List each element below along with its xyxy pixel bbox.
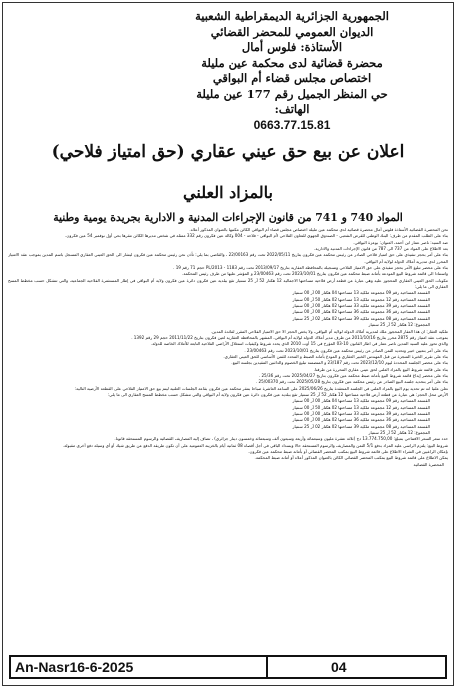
republic-name: الجمهورية الجزائرية الديمقراطية الشعبية — [195, 9, 389, 23]
parcel-total: المجموع: 12 هكتار 52 آر 25 سنتيار — [368, 430, 430, 435]
notice-subtitle: بالمزاد العلني — [183, 183, 273, 202]
body-paragraph: بموجب عقد امتياز رقم 2875 محرر بتاريخ 2011/10/16 من طرف مدير أملاك الدولة لولاية أم البواقي، المشهر بالمحافظة العقارية لعين فكرون بتاريخ 2011/11/22 حجم 29 رقم 1392 . — [131, 334, 448, 340]
parcel-line: القسمة المساحية رقم 08 مجموعة ملكية 39 مساحتها 02 هكتار 02 آر 25 سنتيار — [292, 315, 430, 321]
parcel-line: القسمة المساحية رقم 12 مجموعة ملكية 13 مساحتها 02 هكتار 50 آر 00 سنتيار — [292, 296, 430, 302]
body-paragraph: بناء على أمر بحجز تنفيذي على حق امتياز فلاحي الصادر عن رئيس محكمة عين فكرون بتاريخ 2022/05/11 تحت رقم 22/00163 ، والقاضي بما يلي: تأذن نحن رئيس محكمة عين فكرون ليشار الى الحق العيني العقاري المسجل باسم المدين بموجب عقد الامتياز المحرر لدى مديرية أملاك الدولة لولاية أم البواقي. — [8, 252, 448, 264]
body-paragraph: واستنادا الى قائمة شروط البيع المودعة بأمانة ضبط محكمة عين فكرون بتاريخ 2023/10/01 تحت رقم 23/00463 و المؤشر عليها من طرف رئيس المحكمة. — [182, 271, 448, 277]
body-paragraph: بناء على محضر تبليغ الأمر بحجز تنفيذي على حق الامتياز الفلاحي وتسجيله بالمحافظة العقارية بتاريخ 2013/09/17 تحت رقم 1183 - PL/2013 حجم 71 رقم 19 . — [173, 265, 448, 271]
phone-label: الهاتف: — [274, 102, 310, 116]
parcel-total: المجموع: 12 هكتار 52 آر 25 سنتيار — [368, 322, 430, 328]
page-number: 04 — [331, 659, 347, 675]
body-paragraph: ملكية العقار: ان هذا العقار المحجوز ملك لمديرية أملاك الدولة لولاية أم البواقي، ولا يخص الحجز الا حق الامتياز الفلاحي المقرر لفائدة المدين. — [210, 328, 448, 334]
parcel-line: القسمة المساحية رقم 36 مجموعة ملكية 36 مساحتها 02 هكتار 00 آر 00 سنتيار — [292, 417, 430, 423]
body-paragraph: الأرض محل الحجز: هي عبارة عن قطعة أرض فلاحية مساحتها 12 هكتار 52 آر 25 سنتيار تقع ببلدية عين فكرون دائرة عين فكرون ولاية أم البواقي والتي تتشكل حسب مخطط المسح العقاري الى ما يلي: — [107, 391, 448, 397]
body-paragraph: بناء على تقرير الخبرة المنجزة من قبل المهندس الخبير العقاري و المودع بأمانة الضبط و المحدد للثمن الأساسي للحق العيني العقاري. — [223, 353, 448, 359]
notice-body — [8, 227, 448, 657]
notice-header — [147, 9, 437, 133]
body-paragraph: يمكن الاطلاع على قائمة شروط البيع بمكتب المحضر القضائي الكائن بالعنوان المذكور أعلاه أو أمانة ضبط المحكمة. — [254, 455, 448, 461]
body-paragraph: بناء على الطلب المقدم من طرف: البنك الوطني للقرض الشعبي - الصندوق الجهوي للتعاون الفلاحي لأم البواقي - فلاحة - 004 وكالة عين فكرون رقم 332 ممثلة في شخص مديرها الكائن مقرها بحي أول نوفمبر 54 عين فكرون. — [65, 233, 448, 239]
parcel-line: القسمة المساحية رقم 36 مجموعة ملكية 36 مساحتها 02 هكتار 00 آر 00 سنتيار — [292, 309, 430, 315]
body-paragraph: بعد الاطلاع على المواد من 737 الى 787 من قانون الإجراءات المدنية والادارية. — [314, 246, 448, 252]
body-paragraph: ضد السيد: ناصر عمار ابن أحمد، العنوان: بوعزة البواقي. — [353, 239, 448, 245]
body-paragraph: بناء على أمر بتعيين خبير وتحديد الثمن الصادر عن رئيس محكمة عين فكرون بتاريخ 2023/10/01 تحت رقم 23/00463 . — [244, 347, 448, 353]
jurisdiction: اختصاص مجلس قضاء أم البواقي — [212, 71, 372, 85]
office-address: حي المنظر الجميل رقم 177 عين مليلة — [196, 86, 388, 101]
body-paragraph: نحن المحضرة القضائية الأستاذة فلوس أمال محضرة قضائية لدى محكمة عين مليلة اختصاص مجلس قضاء أم البواقي الكائن مكتبها بالعنوان المذكور أعلاه. — [189, 227, 448, 232]
body-paragraph: بإمكان الراغبين في الشراء الاطلاع على قائمة شروط البيع بمكتب المحضر القضائي أو بأمانة ضبط محكمة عين فكرون. — [248, 449, 448, 455]
body-paragraph: بناء على محضر الجلسة المحددة ليوم 2023/12/10 تحت رقم 23/187 و المتضمنة تبليغ الخصوم والدائنين المقيدين بجلسة البيع. — [231, 360, 448, 366]
page-footer — [9, 655, 447, 679]
phone-number: 0663.77.15.81 — [253, 117, 331, 132]
body-paragraph: مكونات الحق العيني العقاري المحجوز عليه وهي عبارة عن قطعة أرض فلاحية مساحتها الاجمالية 12 هكتار 52 آر 25 سنتيار تقع ببلدية عين فكرون دائرة عين فكرون ولاية أم البواقي في إطار المستثمرة الفلاحية الجماعية، والتي تتشكل حسب مخطط المسح العقاري الى ما يلي: — [8, 277, 448, 290]
signature-line: المحضرة القضائية — [413, 461, 444, 467]
body-paragraph: شروط البيع: يلتزم الراسي عليه المزاد بدفع 5/1 الثمن والمصاريف والرسوم المستحقة حالا وبسداد الباقي في أجل أقصاه 08 ثمانية أيام بالخزينة العمومية على أن تكون طريقة الدفع عن طريق شيك أو أي وسيلة دفع أخرى مقبولة. — [62, 442, 448, 448]
office-name: الديوان العمومي للمحضر القضائي — [210, 24, 374, 39]
footer-divider — [266, 657, 268, 677]
body-paragraph: والذي تحوز عليه السيد المدين ناصر عمار في اطار القانون 10-03 المؤرخ في 15 أوت 2010 الذي يحدد شروط وكيفيات استغلال الأراضي الفلاحية التابعة للأملاك الخاصة للدولة. — [150, 341, 448, 347]
parcel-line: القسمة المساحية رقم 39 مجموعة ملكية 33 مساحتها 02 هكتار 00 آر 00 سنتيار — [292, 303, 430, 309]
parcel-line: القسمة المساحية رقم 08 مجموعة ملكية 39 مساحتها 02 هكتار 02 آر 25 سنتيار — [292, 423, 430, 429]
body-paragraph: بناء على محضر إيداع قائمة شروط البيع بأمانة ضبط محكمة عين فكرون بتاريخ 2025/04/27 تحت رقم 25/36 . — [258, 372, 448, 378]
body-paragraph: حدد سعر السعر الافتتاحي بمبلغ: 13.774.750,00 دج (ثلاثة عشرة مليون وسبعمائة وأربعة وسبعون ألف وسبعمائة وخمسون دينار جزائري) ، تضاف إليه المصاريف القضائية والرسوم المستحقة قانونا. — [114, 436, 448, 442]
body-paragraph: بناء على قائمة شروط البيع بالمزاد العلني لحق عيني عقاري المحررة من طرفنا. — [313, 366, 448, 372]
parcel-line: القسمة المساحية رقم 09 مجموعة ملكية 13 مساحتها 04 هكتار 00 آر 00 سنتيار — [292, 290, 430, 296]
parcel-line: القسمة المساحية رقم 09 مجموعة ملكية 13 مساحتها 04 هكتار 00 آر 00 سنتيار — [292, 398, 430, 404]
statute-reference: المواد 740 و 741 من قانون الإجراءات المدنية و الادارية بجريدة يومية وطنية — [53, 211, 403, 224]
bailiff-name: الأستاذة: فلوس أمال — [241, 40, 343, 54]
edition-reference: An-Nasr16-6-2025 — [15, 659, 134, 675]
phone-line — [147, 102, 437, 118]
body-paragraph: نعلن علنيا انه تم تحديد يوم البيع بالمزاد العلني في الجلسة المنعقدة بتاريخ 2025/06/26 على الساعة العاشرة صباحا بمقر محكمة عين فكرون بقاعة الجلسات العلنية ليتم بيع حق الامتياز الفلاحي على القطعة الأرضية التالية: — [74, 385, 448, 391]
notice-title: اعلان عن بيع حق عيني عقاري (حق امتياز فلاحي) — [51, 142, 405, 162]
parcel-line: القسمة المساحية رقم 39 مجموعة ملكية 33 مساحتها 02 هكتار 00 آر 00 سنتيار — [292, 410, 430, 416]
newspaper-page — [2, 2, 454, 686]
body-paragraph: بناء على أمر بتحديد جلسة البيع الصادر عن رئيس محكمة عين فكرون بتاريخ 2025/05/28 تحت رقم 25/00370 . — [255, 379, 448, 385]
parcel-line: القسمة المساحية رقم 12 مجموعة ملكية 13 مساحتها 02 هكتار 50 آر 00 سنتيار — [292, 404, 430, 410]
court-name: محضرة قضائية لدى محكمة عين مليلة — [201, 55, 383, 70]
